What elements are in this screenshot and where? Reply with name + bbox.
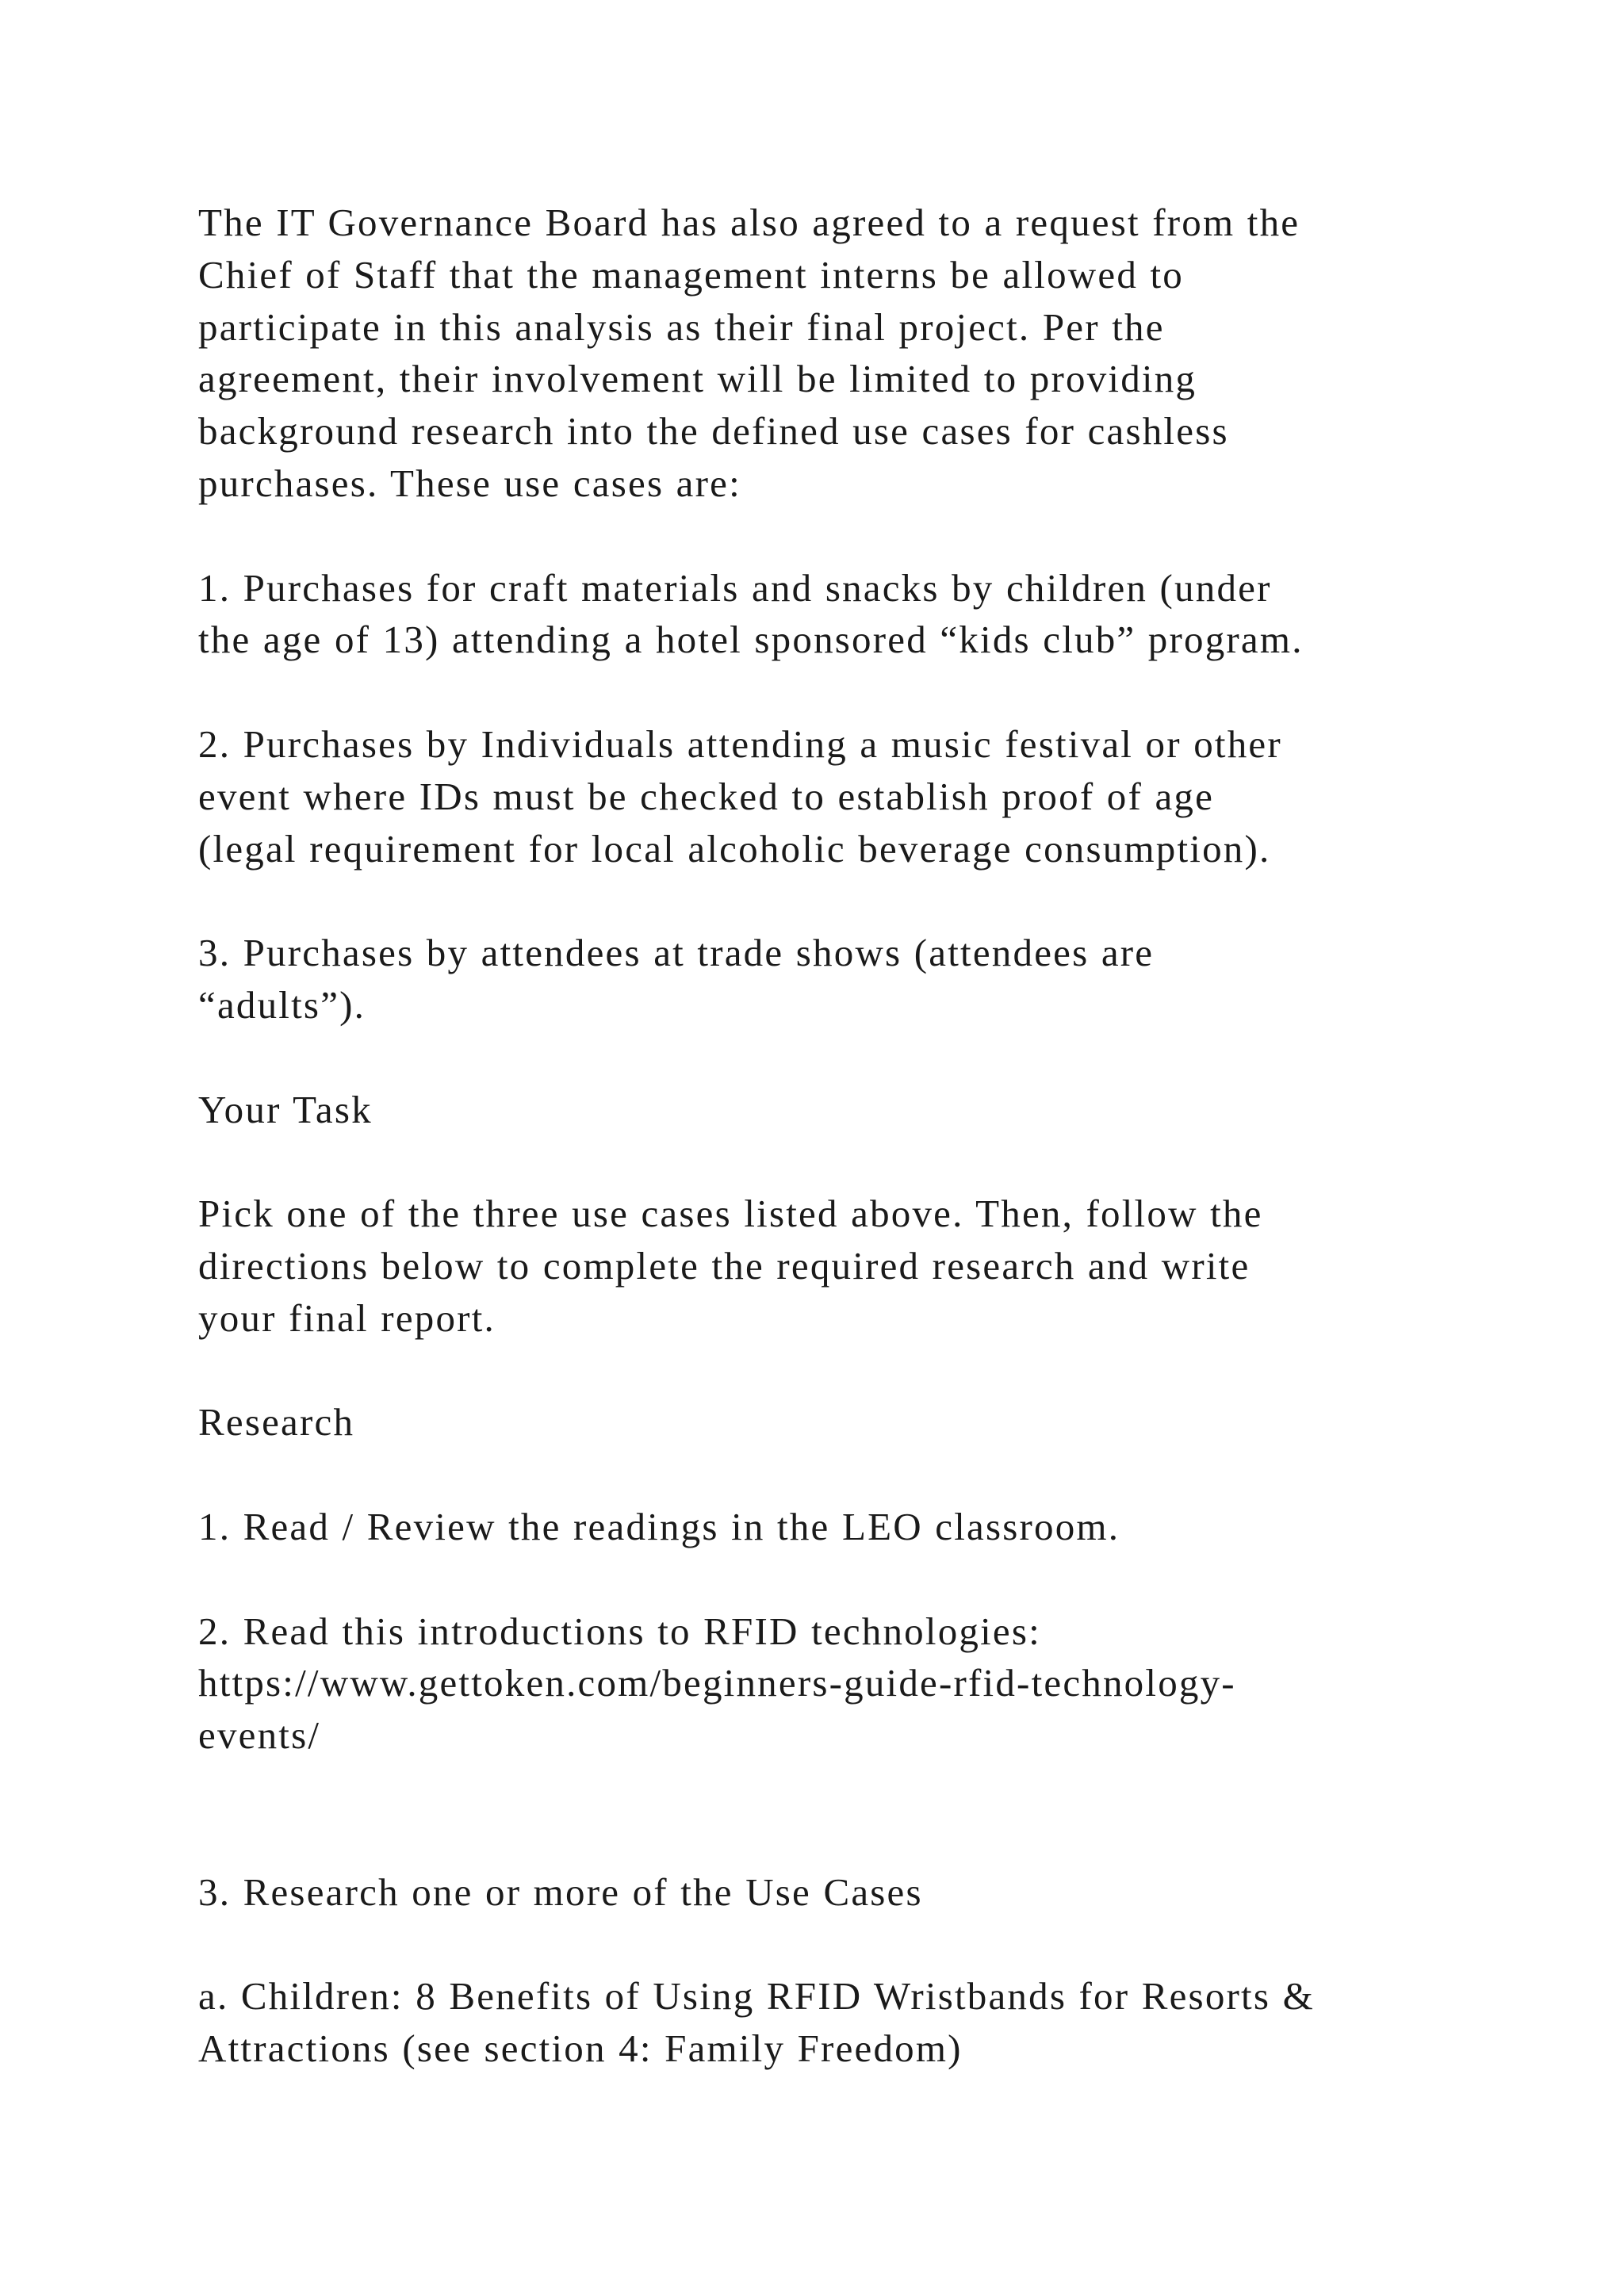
paragraph-gap	[198, 1762, 1530, 1866]
research-item-3: 3. Research one or more of the Use Cases	[198, 1869, 923, 1914]
use-case-1	[198, 562, 1530, 667]
use-case-line: the age of 13) attending a hotel sponsored “kids club” program.	[198, 618, 1304, 662]
paragraph-gap	[198, 874, 1530, 927]
task-line: Pick one of the three use cases listed above. Then, follow the	[198, 1192, 1263, 1236]
task-heading: Your Task	[198, 1087, 373, 1131]
use-case-line: event where IDs must be checked to establish proof of age	[198, 774, 1215, 818]
intro-line: participate in this analysis as their final project. Per the	[198, 304, 1165, 349]
intro-line: background research into the defined use cases for cashless	[198, 409, 1229, 453]
rfid-guide-link: https://www.gettoken.com/beginners-guide-rfid-technology-	[198, 1661, 1236, 1705]
paragraph-gap	[198, 1448, 1530, 1501]
paragraph-gap	[198, 1135, 1530, 1188]
research-item-1: 1. Read / Review the readings in the LEO classroom.	[198, 1504, 1120, 1548]
paragraph-gap	[198, 1031, 1530, 1084]
use-case-2	[198, 718, 1530, 874]
task-line: directions below to complete the required research and write	[198, 1243, 1251, 1288]
paragraph-gap	[198, 1345, 1530, 1397]
intro-paragraph	[198, 197, 1530, 510]
paragraph-gap	[198, 1918, 1530, 1970]
use-case-line: 1. Purchases for craft materials and snacks by children (under	[198, 565, 1272, 610]
use-case-3	[198, 927, 1530, 1031]
paragraph-gap	[198, 510, 1530, 562]
research-line: a. Children: 8 Benefits of Using RFID Wristbands for Resorts &	[198, 1974, 1315, 2019]
research-item-3a	[198, 1970, 1530, 2075]
research-item-2	[198, 1605, 1530, 1762]
use-case-line: 2. Purchases by Individuals attending a music festival or other	[198, 721, 1282, 766]
intro-line: Chief of Staff that the management interns be allowed to	[198, 252, 1185, 297]
intro-line: The IT Governance Board has also agreed to a request from the	[198, 201, 1300, 244]
research-line: 2. Read this introductions to RFID technologies:	[198, 1609, 1041, 1653]
use-case-line: “adults”).	[198, 982, 366, 1027]
use-case-line: 3. Purchases by attendees at trade shows (attendees are	[198, 931, 1155, 975]
research-heading: Research	[198, 1400, 355, 1445]
rfid-guide-link: events/	[198, 1713, 321, 1758]
paragraph-gap	[198, 1553, 1530, 1605]
use-case-line: (legal requirement for local alcoholic beverage consumption).	[198, 826, 1271, 871]
task-line: your final report.	[198, 1295, 496, 1340]
paragraph-gap	[198, 666, 1530, 718]
document-body	[198, 197, 1530, 2075]
task-paragraph	[198, 1188, 1530, 1344]
research-line: Attractions (see section 4: Family Freedom)	[198, 2026, 963, 2070]
intro-line: purchases. These use cases are:	[198, 461, 741, 505]
intro-line: agreement, their involvement will be limited to providing	[198, 357, 1197, 401]
